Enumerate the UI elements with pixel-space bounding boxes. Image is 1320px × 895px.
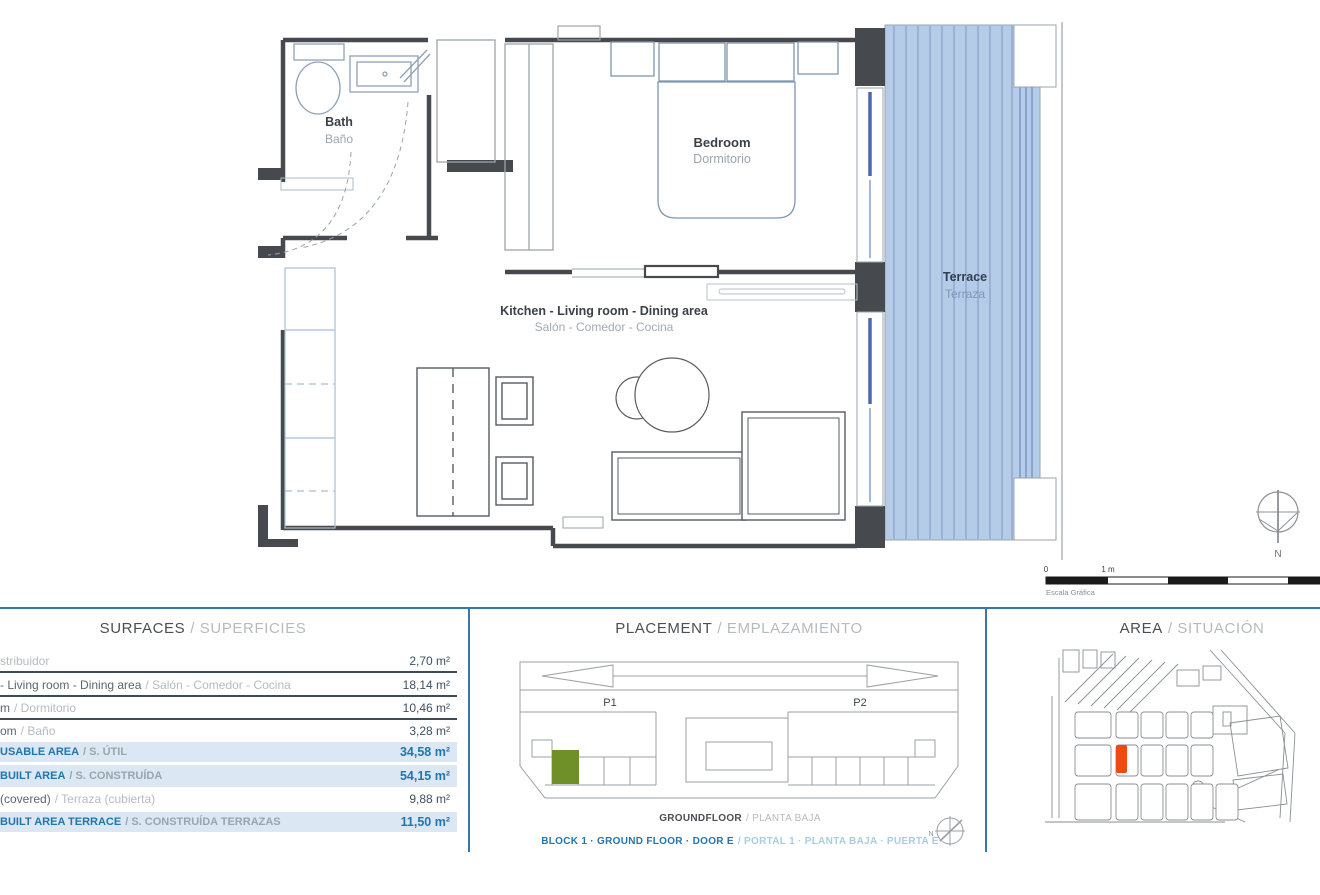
dining-table-icon	[417, 368, 533, 516]
p2-label: P2	[853, 697, 867, 709]
bedroom-label: Bedroom	[693, 135, 751, 150]
surfaces-title	[100, 620, 307, 637]
row-label-es: / S. ÚTIL	[83, 746, 128, 758]
surface-row-hall	[0, 651, 457, 671]
row-value: 2,70 m²	[409, 654, 450, 668]
sliding-partition	[572, 266, 718, 277]
row-label-en: m	[0, 701, 10, 715]
surface-row-usable-area	[0, 742, 457, 762]
row-label-en: BUILT AREA TERRACE	[0, 816, 122, 828]
round-table-icon	[616, 358, 709, 432]
groundfloor-caption-es: / PLANTA BAJA	[745, 813, 821, 824]
bedroom-window	[857, 88, 883, 262]
row-label-es: / Terraza (cubierta)	[54, 792, 156, 806]
placement-compass-label: N	[928, 831, 934, 838]
row-label-en: - Living room - Dining area	[0, 678, 142, 692]
terrace-label-es: Terraza	[944, 287, 986, 301]
surface-row-living	[0, 675, 457, 695]
row-label-es: / Salón - Comedor - Cocina	[145, 678, 291, 692]
sofa-icon	[612, 412, 845, 520]
surface-row-built-area-terrace	[0, 812, 457, 832]
bed-icon	[611, 42, 838, 218]
groundfloor-caption	[659, 813, 821, 824]
placement-title-es: / EMPLAZAMIENTO	[717, 620, 863, 637]
terrace-notch-bottom	[1014, 478, 1056, 540]
scale-one-meter-label: 1 m	[1101, 565, 1115, 574]
pillar	[563, 517, 603, 528]
unit-caption-es: / PORTAL 1 · PLANTA BAJA · PUERTA E	[737, 836, 939, 847]
scale-caption: Escala Gráfica	[1046, 588, 1095, 597]
ramp-arrow-left	[542, 665, 613, 687]
placement-compass-icon	[935, 816, 965, 846]
surfaces-title-es: / SUPERFICIES	[190, 620, 307, 637]
ramp-arrow-right	[867, 665, 938, 687]
sink-vanity-icon	[350, 50, 430, 92]
row-value: 54,15 m²	[399, 769, 450, 783]
scale-zero-label: 0	[1043, 565, 1049, 574]
row-separator	[0, 695, 457, 697]
placement-diagram	[470, 608, 985, 895]
living-window	[857, 312, 883, 506]
surface-row-bedroom	[0, 698, 457, 718]
kitchen-counter	[285, 268, 335, 528]
bath-label-es: Baño	[324, 132, 354, 146]
living-label: Kitchen - Living room - Dining area	[500, 304, 708, 318]
surfaces-title-en: SURFACES	[99, 620, 186, 637]
bath-label: Bath	[325, 115, 353, 129]
surface-row-bathroom	[0, 721, 457, 741]
toilet-icon	[294, 44, 344, 114]
compass-north-label: N	[1274, 549, 1282, 560]
row-value: 10,46 m²	[402, 701, 450, 715]
highlighted-plot	[1116, 745, 1127, 773]
row-value: 3,28 m²	[409, 724, 450, 738]
groundfloor-caption-en: GROUNDFLOOR	[659, 813, 742, 824]
row-label-en: (covered)	[0, 792, 51, 806]
situation-map	[985, 608, 1320, 895]
row-separator	[0, 718, 457, 720]
bedroom-label-es: Dormitorio	[693, 152, 751, 166]
shaft	[437, 40, 495, 162]
row-value: 11,50 m²	[400, 815, 450, 829]
placement-title-en: PLACEMENT	[615, 620, 713, 637]
area-title-en: AREA	[1119, 620, 1163, 637]
row-label-en: om	[0, 724, 17, 738]
row-value: 34,58 m²	[399, 745, 450, 759]
row-label-es: / Dormitorio	[14, 701, 77, 715]
row-label-es: stribuidor	[0, 654, 50, 668]
unit-caption	[541, 836, 939, 847]
area-title-es: / SITUACIÓN	[1167, 620, 1265, 637]
surface-row-terrace-covered	[0, 789, 457, 809]
terrace-label: Terrace	[942, 270, 988, 284]
highlighted-unit	[552, 750, 579, 784]
compass-icon	[1256, 490, 1300, 543]
row-value: 18,14 m²	[402, 678, 450, 692]
row-label-es: / S. CONSTRUÍDA	[69, 770, 163, 782]
living-label-es: Salón - Comedor - Cocina	[534, 320, 674, 334]
center-core	[686, 718, 788, 782]
unit-caption-en: BLOCK 1 · GROUND FLOOR · DOOR E	[541, 836, 734, 847]
row-label-en: USABLE AREA	[0, 746, 80, 758]
row-label-es: / Baño	[20, 724, 56, 738]
scale-bar	[1044, 565, 1320, 597]
tv-shelf	[707, 284, 857, 300]
row-value: 9,88 m²	[409, 792, 450, 806]
row-label-es: / S. CONSTRUÍDA TERRAZAS	[125, 816, 281, 828]
hall-shelf	[281, 178, 353, 190]
wardrobe	[505, 44, 553, 250]
terrace-notch-top	[1014, 25, 1056, 87]
row-separator	[0, 671, 457, 673]
row-label-en: BUILT AREA	[0, 770, 66, 782]
surface-row-built-area	[0, 765, 457, 787]
p1-label: P1	[603, 697, 617, 709]
